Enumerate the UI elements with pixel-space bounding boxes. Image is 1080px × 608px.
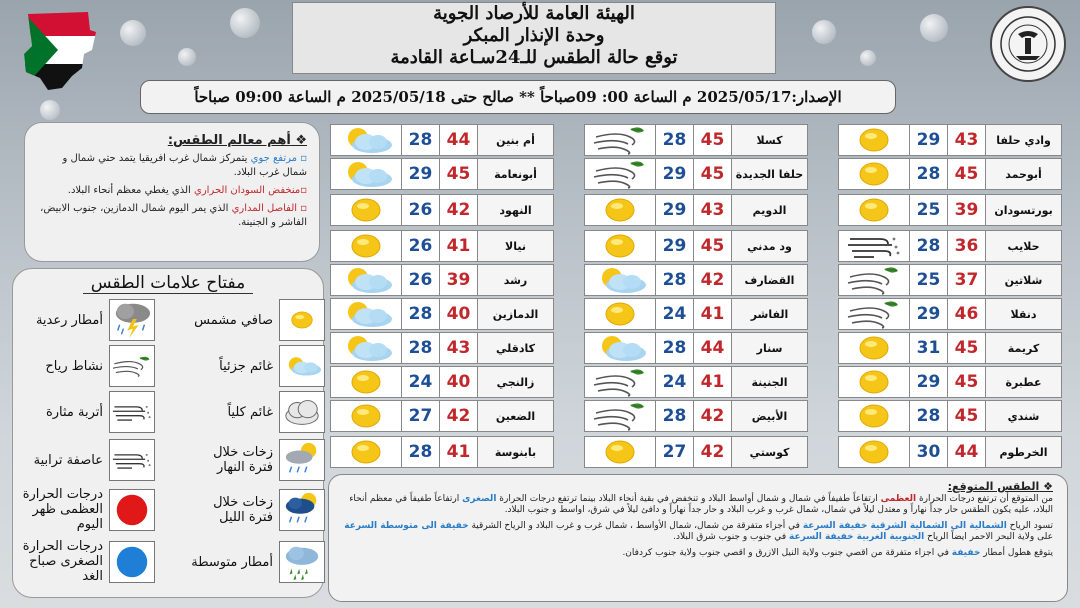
legend-label: نشاط رياح: [45, 358, 103, 374]
sun-icon: [838, 332, 910, 364]
wind-icon: [584, 366, 656, 398]
wind-icon: [838, 264, 910, 296]
feature-text: يتمركز شمال غرب افريقيا يتمد حتي شمال و شمال غرب البلاد.: [62, 153, 307, 178]
legend-label: زخات خلال فترة الليل: [213, 495, 273, 525]
min-temperature: 28: [910, 158, 948, 190]
city-name: زالنجي: [478, 366, 554, 398]
city-name: الخرطوم: [986, 436, 1062, 468]
city-forecast-row: [330, 366, 554, 398]
expected-title: [343, 481, 1053, 492]
city-name: كريمة: [986, 332, 1062, 364]
city-forecast-row: [838, 400, 1062, 432]
min-temperature: 24: [656, 298, 694, 330]
legend-item: [189, 345, 325, 387]
partly-cloudy-icon: [330, 264, 402, 296]
raindrop-decoration: [120, 20, 146, 46]
expected-weather-panel: [328, 474, 1068, 602]
city-forecast-row: [330, 332, 554, 364]
min-temperature: 28: [402, 124, 440, 156]
expected-text: على ولاية البحر الاحمر ايضاً الرياح: [927, 532, 1053, 542]
sun-icon: [838, 400, 910, 432]
city-forecast-row: [838, 366, 1062, 398]
min-temperature: 25: [910, 264, 948, 296]
legend-item: [189, 299, 325, 341]
max-temperature: 41: [694, 366, 732, 398]
sun-icon: [330, 230, 402, 262]
min-temp-icon: [109, 541, 155, 583]
sun-icon: [838, 158, 910, 190]
city-forecast-row: [584, 436, 808, 468]
partly-cloudy-icon: [330, 158, 402, 190]
max-temperature: 40: [440, 366, 478, 398]
city-forecast-row: [330, 194, 554, 226]
city-forecast-row: [584, 332, 808, 364]
city-forecast-row: [330, 436, 554, 468]
sun-icon: [838, 436, 910, 468]
min-temperature: 26: [402, 194, 440, 226]
max-temperature: 46: [948, 298, 986, 330]
city-name: دنقلا: [986, 298, 1062, 330]
city-forecast-row: [330, 158, 554, 190]
wind-icon: [109, 345, 155, 387]
min-temperature: 24: [402, 366, 440, 398]
city-forecast-row: [838, 194, 1062, 226]
sun-icon: [330, 366, 402, 398]
max-temperature: 45: [694, 230, 732, 262]
features-title: [37, 133, 307, 148]
day-showers-icon: [279, 439, 325, 481]
sun-icon: [838, 194, 910, 226]
city-forecast-row: [838, 332, 1062, 364]
min-temperature: 29: [402, 158, 440, 190]
min-temperature: 28: [402, 436, 440, 468]
min-temperature: 27: [402, 400, 440, 432]
feature-text: الذي يغطي معظم أنحاء البلاد.: [67, 185, 191, 196]
expected-paragraph: [343, 494, 1053, 516]
diamond-bullet-icon: ❖: [290, 133, 307, 148]
dust-storm-icon: [109, 439, 155, 481]
max-temperature: 42: [694, 436, 732, 468]
partly-cloudy-icon: [330, 298, 402, 330]
city-forecast-row: [584, 298, 808, 330]
city-name: أبونعامة: [478, 158, 554, 190]
max-temperature: 45: [948, 400, 986, 432]
max-temperature: 45: [948, 366, 986, 398]
min-temperature: 29: [910, 366, 948, 398]
feature-highlight: منخفض السودان الحراري: [194, 185, 301, 196]
max-temperature: 44: [948, 436, 986, 468]
expected-highlight: الشمالية الى الشمالية الشرقية خفيفة السرعة: [802, 521, 1007, 531]
min-temperature: 29: [910, 298, 948, 330]
raindrop-decoration: [860, 50, 876, 66]
meteorological-authority-logo: [990, 6, 1066, 82]
feature-item: ▫ مرتفع جوي يتمركز شمال غرب افريقيا يتمد حتي شمال و شمال غرب البلاد.: [62, 153, 307, 178]
sun-icon: [279, 299, 325, 341]
legend-item: [19, 539, 155, 584]
city-name: أم بنين: [478, 124, 554, 156]
city-name: بورتسودان: [986, 194, 1062, 226]
legend-label: أمطار متوسطة: [191, 554, 273, 570]
legend-item: [189, 439, 325, 481]
feature-item: ▫منخفض السودان الحراري الذي يغطي معظم أنحاء البلاد.: [67, 185, 307, 196]
feature-highlight: الفاصل المداري: [231, 203, 298, 214]
feature-item: ▫ الفاصل المداري الذي يمر اليوم شمال الدمازين، جنوب الابيض، الفاشر و الجنينة.: [40, 203, 307, 228]
max-temperature: 39: [948, 194, 986, 226]
raindrop-decoration: [812, 20, 836, 44]
sun-icon: [330, 194, 402, 226]
expected-text: في جنوب و جنوب شرق البلاد.: [673, 532, 787, 542]
max-temperature: 43: [948, 124, 986, 156]
night-showers-icon: [279, 489, 325, 531]
min-temperature: 26: [402, 230, 440, 262]
legend-item: [19, 345, 155, 387]
max-temperature: 39: [440, 264, 478, 296]
legend-label: زخات خلال فترة النهار: [213, 445, 273, 475]
min-temperature: 28: [910, 400, 948, 432]
min-temperature: 24: [656, 366, 694, 398]
min-temperature: 27: [656, 436, 694, 468]
max-temp-icon: [109, 489, 155, 531]
max-temperature: 45: [948, 158, 986, 190]
max-temperature: 40: [440, 298, 478, 330]
max-temperature: 45: [440, 158, 478, 190]
city-forecast-row: [330, 230, 554, 262]
max-temperature: 43: [440, 332, 478, 364]
city-name: القضارف: [732, 264, 808, 296]
expected-text: ارتفاعاً طفيفاً في معظم أنحاء البلاد، عليه يكون الطقس حار جداً نهاراً و معتدل ليلاً في شمال، شمال غرب و غرب البلاد و حار جداً نهاراً و دافئ ليلاً في شرق، اواسط و جنوب البلاد.: [349, 494, 1053, 515]
sudan-flag-map-icon: [18, 6, 100, 94]
city-forecast-row: [838, 298, 1062, 330]
legend-label: أتربة مثارة: [45, 404, 103, 420]
sun-icon: [584, 298, 656, 330]
city-name: كوستي: [732, 436, 808, 468]
city-forecast-row: [330, 264, 554, 296]
max-temperature: 43: [694, 194, 732, 226]
city-name: رشد: [478, 264, 554, 296]
city-forecast-row: [584, 264, 808, 296]
city-forecast-row: [838, 124, 1062, 156]
city-name: كسلا: [732, 124, 808, 156]
city-forecast-row: [584, 158, 808, 190]
agency-title: الهيئة العامة للأرصاد الجوية: [433, 3, 635, 24]
issue-validity-line: الإصدار:2025/05/17 م الساعة 00: 09صباحاً ** صالح حتى 2025/05/18 م الساعة 09:00 صباحاً: [140, 80, 896, 114]
expected-paragraph: [343, 521, 1053, 543]
city-name: شندي: [986, 400, 1062, 432]
legend-item: [189, 489, 325, 531]
city-name: الدمازين: [478, 298, 554, 330]
max-temperature: 41: [440, 436, 478, 468]
legend-item: [19, 299, 155, 341]
forecast-title: توقع حالة الطقس للـ24سـاعة القادمة: [390, 47, 678, 68]
min-temperature: 28: [656, 332, 694, 364]
legend-label: درجات الحرارة العظمى ظهر اليوم: [22, 487, 103, 532]
min-temperature: 31: [910, 332, 948, 364]
city-name: وادي حلفا: [986, 124, 1062, 156]
blowing-dust-icon: [838, 230, 910, 262]
expected-paragraph: [343, 548, 1053, 559]
min-temperature: 28: [402, 298, 440, 330]
city-name: كادقلي: [478, 332, 554, 364]
cloud-icon: [279, 391, 325, 433]
legend-label: صافي مشمس: [194, 312, 273, 328]
max-temperature: 41: [440, 230, 478, 262]
blowing-dust-icon: [109, 391, 155, 433]
city-name: الجنينة: [732, 366, 808, 398]
expected-text: من المتوقع أن ترتفع درجات الحرارة: [918, 494, 1053, 504]
features-title-text: أهم معالم الطقس:: [167, 133, 291, 148]
sun-icon: [838, 124, 910, 156]
raindrop-decoration: [178, 48, 196, 66]
city-forecast-row: [584, 194, 808, 226]
weather-features-panel: [24, 122, 320, 262]
min-temperature: 29: [656, 158, 694, 190]
expected-highlight: خفيفة: [951, 548, 981, 558]
partly-cloudy-icon: [330, 124, 402, 156]
expected-highlight: خفيفة الى متوسطة السرعة: [344, 521, 469, 531]
legend-label: درجات الحرارة الصغرى صباح الغد: [22, 539, 103, 584]
city-name: بابنوسة: [478, 436, 554, 468]
city-name: عطبرة: [986, 366, 1062, 398]
max-temperature: 45: [694, 158, 732, 190]
min-temperature: 29: [656, 230, 694, 262]
legend-label: أمطار رعدية: [35, 312, 103, 328]
max-temperature: 42: [440, 194, 478, 226]
max-temperature: 37: [948, 264, 986, 296]
legend-item: [19, 439, 155, 481]
min-temperature: 25: [910, 194, 948, 226]
city-name: حلايب: [986, 230, 1062, 262]
max-temperature: 44: [694, 332, 732, 364]
city-name: الفاشر: [732, 298, 808, 330]
city-forecast-row: [838, 230, 1062, 262]
city-forecast-row: [838, 158, 1062, 190]
expected-title-text: الطقس المتوقع:: [947, 480, 1040, 493]
sun-icon: [838, 366, 910, 398]
wind-icon: [584, 400, 656, 432]
legend-label: غائم جزئياً: [219, 358, 273, 374]
city-name: الضعين: [478, 400, 554, 432]
city-name: سنار: [732, 332, 808, 364]
city-forecast-row: [584, 230, 808, 262]
moderate-rain-icon: [279, 541, 325, 583]
city-name: نيالا: [478, 230, 554, 262]
city-forecast-row: [838, 436, 1062, 468]
city-name: النهود: [478, 194, 554, 226]
city-forecast-row: [584, 400, 808, 432]
legend-item: [189, 541, 325, 583]
wind-icon: [584, 124, 656, 156]
city-name: شلاتين: [986, 264, 1062, 296]
city-name: ود مدني: [732, 230, 808, 262]
city-name: الأبيض: [732, 400, 808, 432]
expected-text: تسود الرياح: [1009, 521, 1053, 531]
max-temperature: 45: [948, 332, 986, 364]
diamond-bullet-icon: ❖: [1039, 480, 1053, 493]
feature-text: الذي يمر اليوم شمال الدمازين، جنوب الابيض، الفاشر و الجنينة.: [40, 203, 307, 228]
legend-item: [19, 391, 155, 433]
expected-text: في أجزاء متفرقة من شمال، شمال الأواسط ، شمال غرب و غرب البلاد و الرياح الشرقية: [471, 521, 800, 531]
city-name: أبوحمد: [986, 158, 1062, 190]
expected-highlight: الجنوبية الغربية خفيفة السرعة: [789, 532, 925, 542]
sun-icon: [584, 194, 656, 226]
expected-text: في اجزاء متفرقة من اقصي جنوب ولاية النيل الازرق و اقصي جنوب ولاية جنوب كردفان.: [622, 548, 949, 558]
city-name: الدويم: [732, 194, 808, 226]
sun-icon: [330, 436, 402, 468]
min-temperature: 29: [910, 124, 948, 156]
feature-highlight: مرتفع جوي: [250, 153, 298, 164]
min-temperature: 30: [910, 436, 948, 468]
min-temperature: 28: [656, 124, 694, 156]
expected-highlight: العظمى: [880, 494, 917, 504]
expected-text: ارتفاعاً طفيفاً في شمال و شمال أواسط البلاد و تنخفض في بقية أنحاء البلاد بينما ترتفع درجات الحرارة: [499, 494, 878, 504]
sun-icon: [584, 436, 656, 468]
weather-legend-panel: [12, 268, 324, 598]
city-forecast-row: [584, 124, 808, 156]
city-forecast-row: [838, 264, 1062, 296]
raindrop-decoration: [230, 8, 260, 38]
min-temperature: 28: [402, 332, 440, 364]
sun-icon: [584, 230, 656, 262]
max-temperature: 41: [694, 298, 732, 330]
max-temperature: 42: [694, 400, 732, 432]
city-forecast-row: [330, 124, 554, 156]
legend-label: عاصفة ترابية: [33, 452, 103, 468]
sun-icon: [330, 400, 402, 432]
city-forecast-row: [330, 400, 554, 432]
max-temperature: 42: [440, 400, 478, 432]
header-title-box: [292, 2, 776, 74]
legend-title: مفتاح علامات الطقس: [13, 273, 323, 294]
legend-item: [189, 391, 325, 433]
city-forecast-row: [330, 298, 554, 330]
thunderstorm-icon: [109, 299, 155, 341]
legend-item: [19, 487, 155, 532]
logo-emblem-icon: [998, 14, 1058, 74]
city-forecast-row: [584, 366, 808, 398]
unit-title: وحدة الإنذار المبكر: [463, 25, 605, 46]
min-temperature: 28: [910, 230, 948, 262]
min-temperature: 26: [402, 264, 440, 296]
raindrop-decoration: [920, 14, 948, 42]
partly-cloudy-icon: [330, 332, 402, 364]
raindrop-decoration: [40, 100, 60, 120]
partly-cloudy-icon: [584, 332, 656, 364]
wind-icon: [584, 158, 656, 190]
city-name: حلفا الجديدة: [732, 158, 808, 190]
max-temperature: 45: [694, 124, 732, 156]
partly-cloudy-icon: [279, 345, 325, 387]
min-temperature: 28: [656, 400, 694, 432]
expected-text: يتوقع هطول أمطار: [983, 548, 1053, 558]
expected-highlight: الصغرى: [462, 494, 497, 504]
wind-icon: [838, 298, 910, 330]
partly-cloudy-icon: [584, 264, 656, 296]
min-temperature: 29: [656, 194, 694, 226]
legend-label: غائم كلياً: [227, 404, 273, 420]
max-temperature: 36: [948, 230, 986, 262]
max-temperature: 42: [694, 264, 732, 296]
max-temperature: 44: [440, 124, 478, 156]
min-temperature: 28: [656, 264, 694, 296]
